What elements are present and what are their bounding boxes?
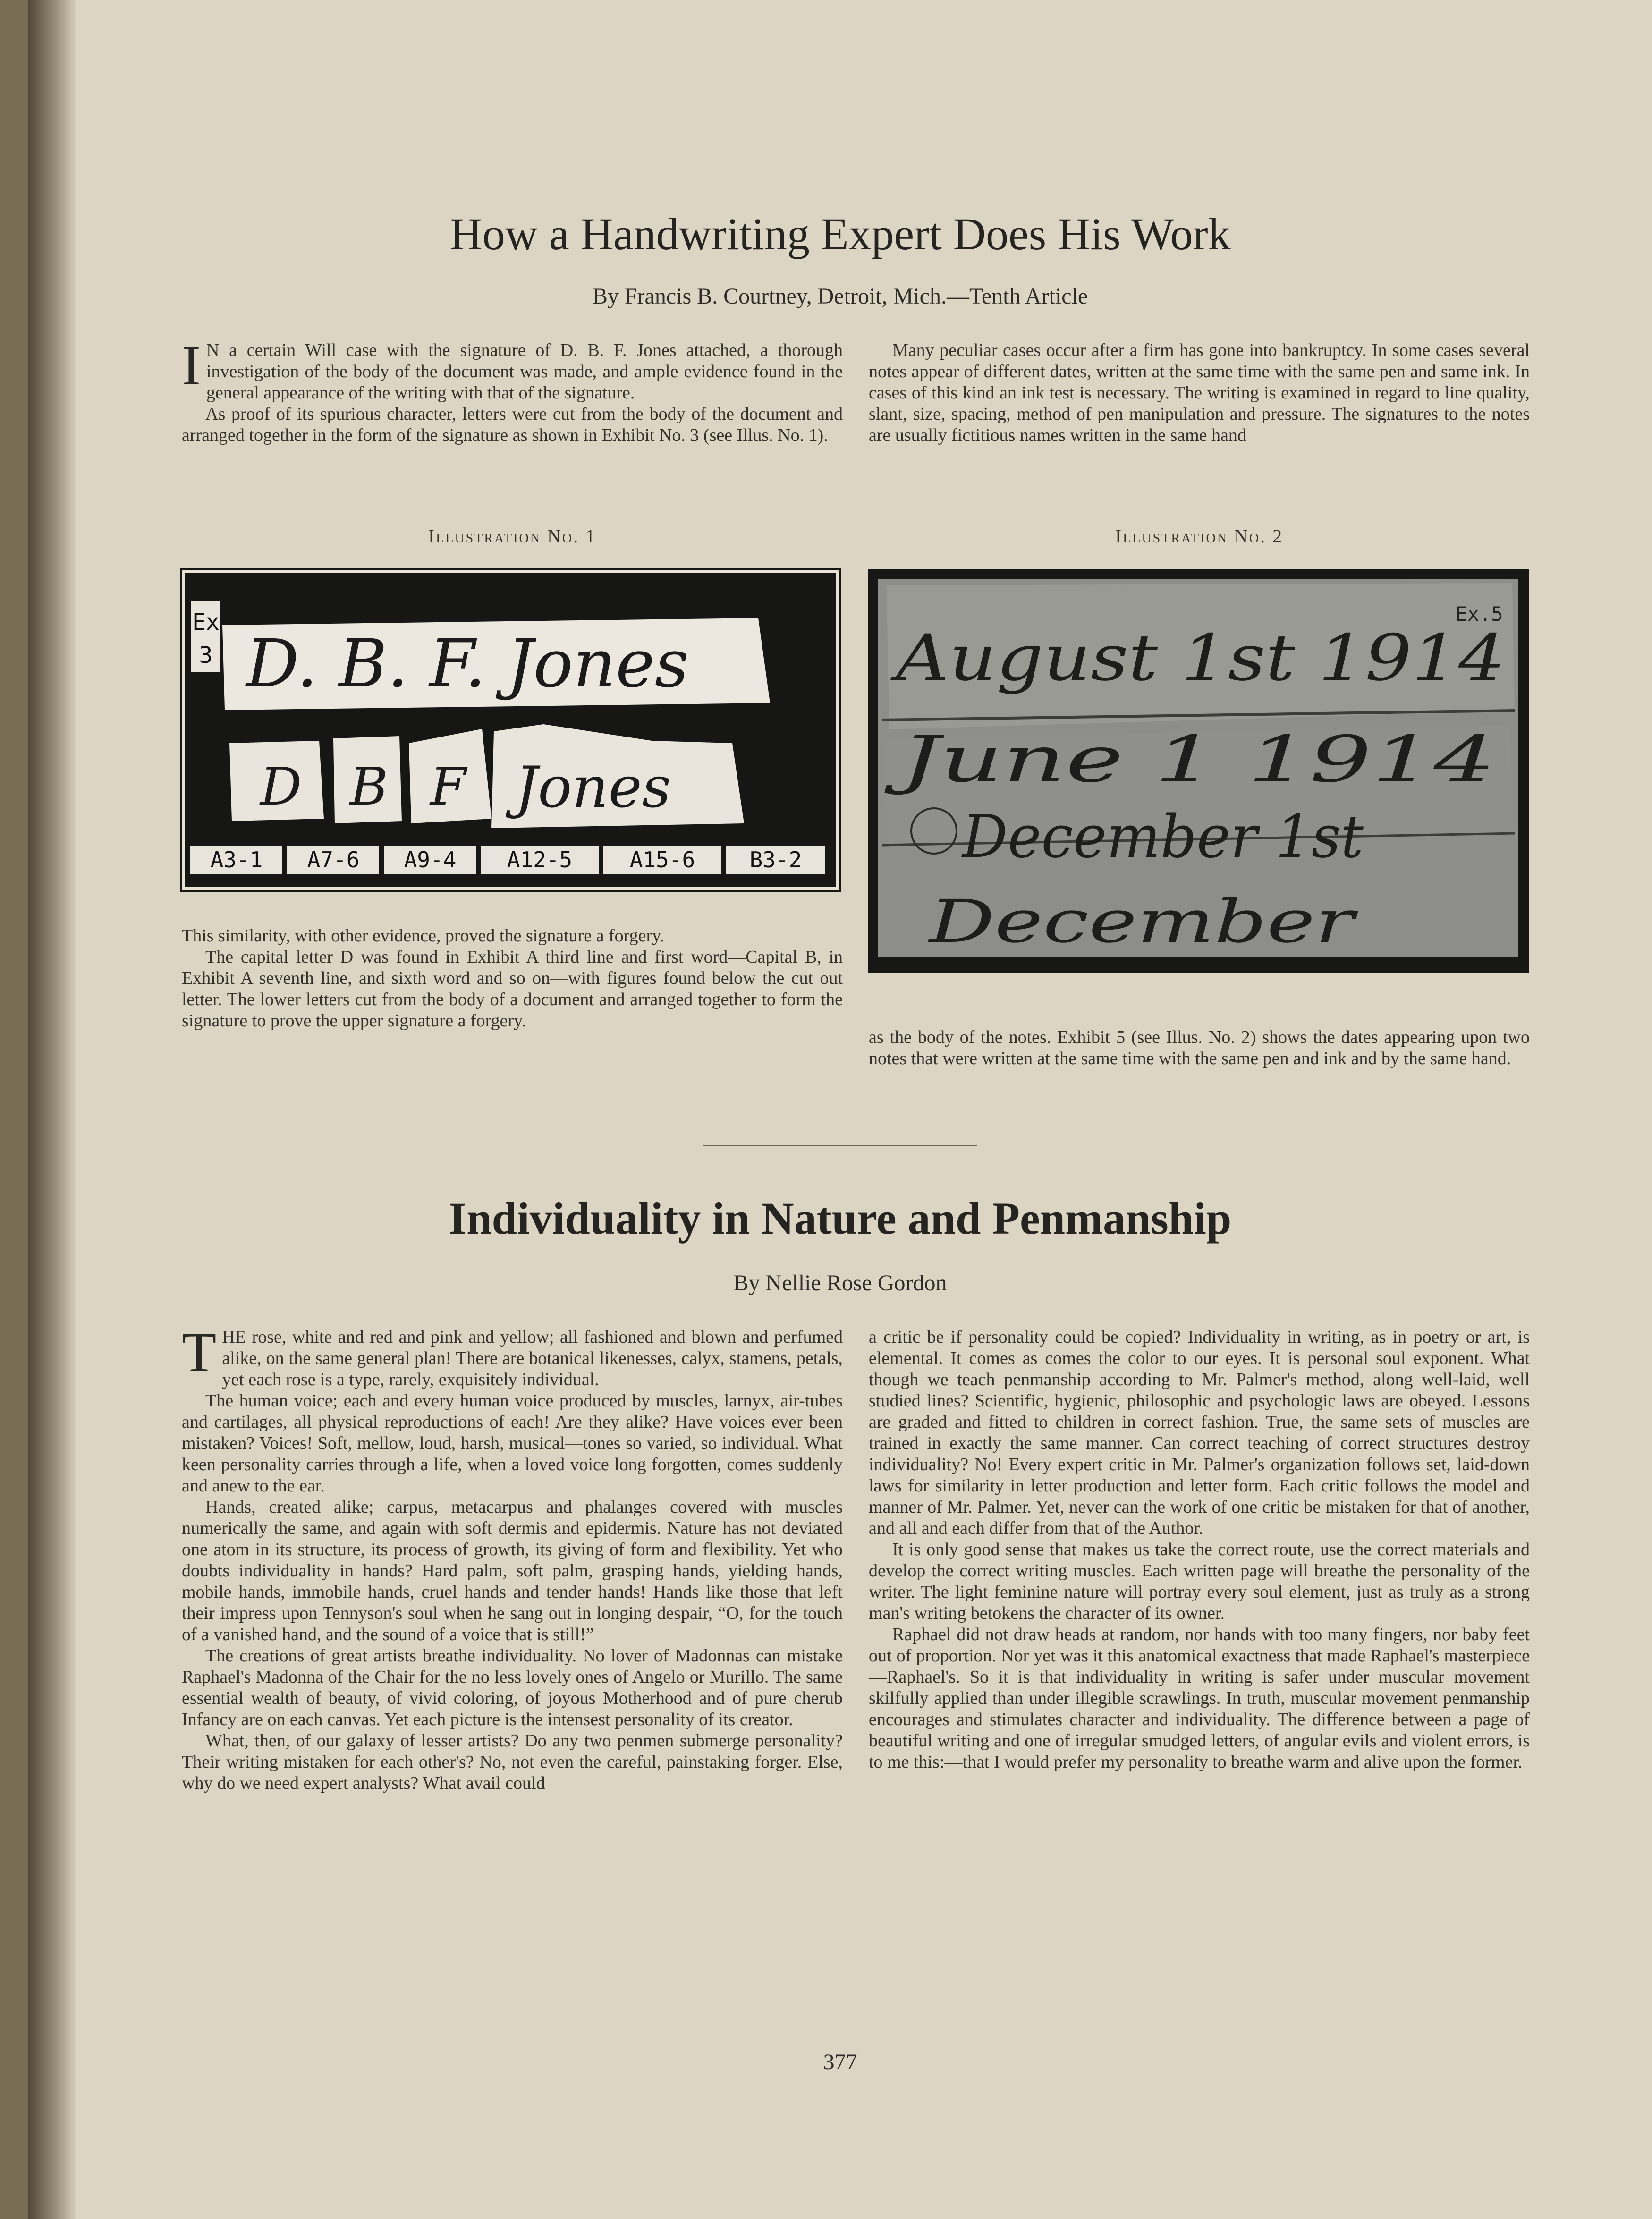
exhibit-5-dates — [868, 569, 1529, 973]
article1-column-2-bottom — [869, 1027, 1530, 1069]
paragraph: as the body of the notes. Exhibit 5 (see Illus. No. 2) shows the dates appearing upon two notes that were written at the same time with the same pen and ink and by the same hand. — [869, 1027, 1530, 1068]
handwritten-date: August 1st 1914 — [890, 621, 1505, 695]
page-number: 377 — [823, 2050, 857, 2075]
paragraph: The capital letter D was found in Exhibit A third line and first word—Capital B, in Exhibit A seventh line, and sixth word and so on—with figures found below the cut out letter. The lower letters cut from the body of a document and arranged together to form the signature to prove the upper signature a forgery. — [182, 947, 843, 1031]
piece-letter: B — [350, 756, 388, 817]
piece-letter: D — [260, 756, 302, 817]
handwritten-date: June 1 1914 — [884, 722, 1496, 796]
piece-letter: F — [430, 756, 466, 817]
exhibit-label: A7-6 — [307, 847, 360, 872]
paragraph: Raphael did not draw heads at random, nor hands with too many fingers, nor baby feet out of proportion. Nor yet was it this anatomical exactness that made Raphael's masterpiece—Raphael's. So it is that individuality in writing is safer under muscular movement skilfully applied than under illegible scrawlings. In truth, muscular movement penmanship encourages and stimulates character and individuality. The difference between a page of beautiful writing and one of irregular smudged letters, of angular evils and violent errors, is to me this:—that I would prefer my personality to breathe warm and alive upon the former. — [869, 1625, 1530, 1772]
illustration-2-caption: Illustration No. 2 — [1115, 525, 1284, 547]
signature-top: D. B. F. Jones — [246, 626, 689, 703]
dropcap: T — [182, 1321, 217, 1383]
svg-text:3: 3 — [199, 642, 213, 669]
paragraph: As proof of its spurious character, letters were cut from the body of the document and arranged together in the form of the signature as shown in Exhibit No. 3 (see Illus. No. 1). — [182, 404, 843, 445]
binding-spine — [28, 0, 76, 2219]
paragraph: THE rose, white and red and pink and yellow; all fashioned and blown and perfumed alike, on the same general plan! There are botanical likenesses, calyx, stamens, petals, yet each rose is a type, rarely, exquisitely individual. — [182, 1321, 843, 1389]
paragraph: a critic be if personality could be copied? Individuality in writing, as in poetry or art, is elemental. It comes as comes the color to our eyes. It is personal soul exponent. What though we teach penmanship according to Mr. Palmer's method, along well-laid, well studied lines? Scientific, hygienic, philosophic and psychologic laws are obeyed. Lessons are graded and fitted to children in correct fashion. True, the same sets of muscles are trained in exactly the same manner. Can correct teaching of correct structures destroy individuality? No! Every expert critic in Mr. Palmer's organization follows set, laid-down laws for similarity in letter production and letter form. Each critic follows the model and manner of Mr. Palmer. Yet, never can the work of one critic be mistaken for that of another, and all and each differ from that of the Author. — [869, 1327, 1530, 1538]
paragraph: It is only good sense that makes us take the correct route, use the correct materials and develop the correct writing muscles. Each written page will breathe the personality of the writer. The light feminine nature will portray every soul element, just as truly as a strong man's writing betokens the character of its owner. — [869, 1540, 1530, 1623]
divider-rule — [703, 1145, 977, 1146]
exhibit-label: A12-5 — [507, 847, 573, 872]
paragraph: What, then, of our galaxy of lesser artists? Do any two penmen submerge personality? Their writing mistaken for each other's? No, not even the careful, painstaking forger. Else, why do we need expert analysts? What avail could — [182, 1731, 843, 1793]
exhibit-label: A15-6 — [629, 847, 695, 872]
dropcap: I — [182, 334, 201, 397]
article1-column-1-top — [182, 334, 843, 446]
exhibit-tag: Ex — [192, 609, 220, 635]
handwritten-date: December — [928, 888, 1358, 956]
article1-title: How a Handwriting Expert Does His Work — [449, 209, 1231, 259]
article2-title: Individuality in Nature and Penmanship — [449, 1193, 1232, 1244]
exhibit-label: A3-1 — [210, 847, 263, 872]
exhibit-label: A9-4 — [404, 847, 457, 872]
exhibit-tag: Ex.5 — [1455, 602, 1503, 626]
article2-column-1 — [182, 1321, 843, 1794]
paragraph: The human voice; each and every human voice produced by muscles, larnyx, air-tubes and cartilages, all physical reproductions of each! Are they alike? Have voices ever been mistaken? Voices! Soft, mellow, loud, harsh, musical—tones so varied, so individual. What keen personality carries through a life, when a loved voice long forgotten, comes suddenly and anew to the ear. — [182, 1391, 843, 1496]
handwritten-date: December 1st — [961, 803, 1364, 871]
paragraph: The creations of great artists breathe individuality. No lover of Madonnas can mistake Raphael's Madonna of the Chair for the no less lovely ones of Angelo or Murillo. The same essential wealth of beauty, of vivid coloring, of joyous Motherhood and of pure cherub Infancy are on each canvas. Yet each picture is the intensest personality of its creator. — [182, 1646, 843, 1729]
paragraph: I N a certain Will case with the signature of D. B. F. Jones attached, a thorough investigation of the body of the document was made, and ample evidence found in the general appearance of the writing with that of the signature. — [182, 334, 843, 403]
exhibit-3-signature-collage — [185, 573, 836, 887]
article1-column-1-bottom — [182, 925, 843, 1032]
paragraph: Many peculiar cases occur after a firm has gone into bankruptcy. In some cases several notes appear of different dates, written at the same time with the same pen and same ink. In cases of this kind an ink test is necessary. The writing is examined in regard to line quality, slant, size, spacing, method of pen manipulation and pressure. The signatures to the notes are usually fictitious names written in the same hand — [869, 340, 1530, 445]
piece-letter: Jones — [515, 755, 671, 821]
article2-byline: By Nellie Rose Gordon — [733, 1270, 947, 1296]
illustration-2-photo — [868, 569, 1529, 973]
article1-byline: By Francis B. Courtney, Detroit, Mich.—Tenth Article — [592, 284, 1088, 309]
paragraph: This similarity, with other evidence, proved the signature a forgery. — [182, 926, 665, 946]
exhibit-label: B3-2 — [749, 847, 802, 872]
illustration-1-photo — [182, 570, 839, 890]
article2-column-2 — [869, 1327, 1530, 1773]
illustration-1-caption: Illustration No. 1 — [428, 525, 597, 547]
magazine-page — [28, 0, 1652, 2219]
article1-column-2-top — [869, 340, 1530, 446]
paragraph: Hands, created alike; carpus, metacarpus and phalanges covered with muscles numerically the same, and again with soft dermis and epidermis. Nature has not deviated one atom in its structure, its process of growth, its giving of form and flexibility. Yet who doubts individuality in hands? Hard palm, soft palm, grasping hands, yielding hands, mobile hands, immobile hands, cruel hands and tender hands! Hands like those that left their impress upon Tennyson's soul when he sang out in longing despair, “O, for the touch of a vanished hand, and the sound of a voice that is still!” — [182, 1497, 843, 1644]
